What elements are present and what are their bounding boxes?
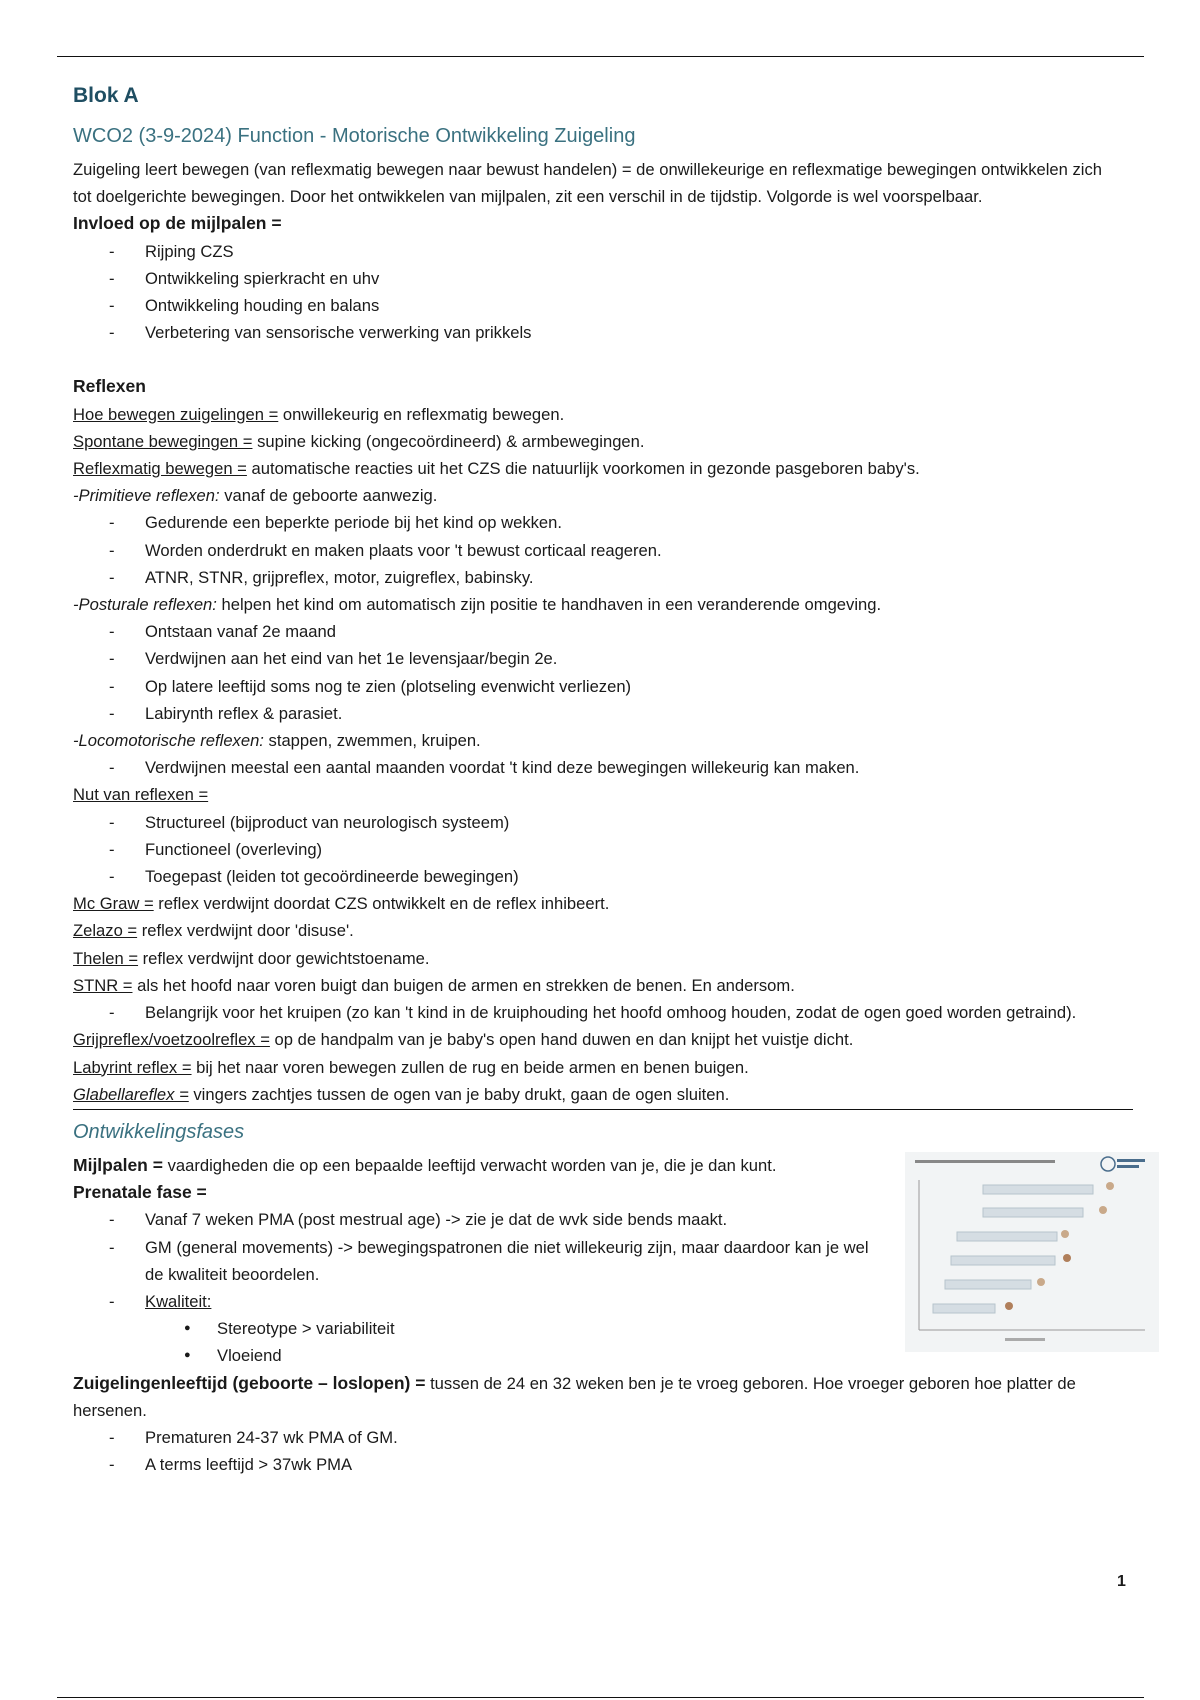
list-item: - ATNR, STNR, grijpreflex, motor, zuigreflex, babinsky. <box>145 564 1123 591</box>
term: -Locomotorische reflexen: <box>73 731 264 751</box>
list-item: ● Stereotype > variabiliteit <box>217 1315 873 1342</box>
term: Mijlpalen = <box>73 1154 163 1175</box>
term: STNR = <box>73 975 133 995</box>
term: -Posturale reflexen: <box>73 595 217 615</box>
term: Hoe bewegen zuigelingen = <box>73 404 279 424</box>
definition: -Locomotorische reflexen: stappen, zwemmen, kruipen. <box>73 731 481 751</box>
term: Labyrint reflex = <box>73 1057 192 1077</box>
list-item: - A terms leeftijd > 37wk PMA <box>145 1451 1123 1478</box>
list-item <box>145 1288 873 1370</box>
definition: Reflexmatig bewegen = automatische reacties uit het CZS die natuurlijk voorkomen in gezonde pasgeboren baby's. <box>73 459 920 479</box>
definition: Zuigelingenleeftijd (geboorte – loslopen) = tussen de 24 en 32 weken ben je te vroeg geboren. Hoe vroeger geboren hoe platter de hersenen. <box>73 1372 1076 1420</box>
intro-paragraph: Zuigeling leert bewegen (van reflexmatig bewegen naar bewust handelen) = de onwillekeurige en reflexmatige bewegingen ontwikkelen zich tot doelgerichte bewegingen. Door het ontwikkelen van mijlpalen, zit een verschil in de tijdstip. Volgorde is wel voorspelbaar. <box>73 160 1102 207</box>
definition: -Posturale reflexen: helpen het kind om automatisch zijn positie te handhaven in een veranderende omgeving. <box>73 595 882 615</box>
term: Thelen = <box>73 948 139 968</box>
term: Zuigelingenleeftijd (geboorte – loslopen) = <box>73 1372 426 1393</box>
list-item: - Structureel (bijproduct van neurologisch systeem) <box>145 809 1123 836</box>
page-number: 1 <box>1117 1573 1126 1590</box>
definition: STNR = als het hoofd naar voren buigt dan buigen de armen en strekken de benen. En andersom. <box>73 975 795 995</box>
definition: Thelen = reflex verdwijnt door gewichtstoename. <box>73 948 430 968</box>
bottom-rule <box>57 1697 1144 1698</box>
kwaliteit-label: Kwaliteit: <box>145 1291 212 1311</box>
list-item: - Vanaf 7 weken PMA (post mestrual age) -> zie je dat de wvk side bends maakt. <box>145 1206 873 1233</box>
definition: -Primitieve reflexen: vanaf de geboorte aanwezig. <box>73 486 438 506</box>
definition: Grijpreflex/voetzoolreflex = op de handpalm van je baby's open hand duwen en dan knijpt het vuistje dicht. <box>73 1030 854 1050</box>
definition: Hoe bewegen zuigelingen = onwillekeurig en reflexmatig bewegen. <box>73 404 565 424</box>
section-heading: Blok A <box>73 84 139 107</box>
top-rule <box>57 56 1144 57</box>
term: Reflexmatig bewegen = <box>73 459 247 479</box>
ontwikkeling-section <box>73 1112 1123 1478</box>
loco-list <box>73 754 1123 781</box>
definition: Mc Graw = reflex verdwijnt doordat CZS ontwikkelt en de reflex inhibeert. <box>73 894 610 914</box>
ontwikkeling-heading: Ontwikkelingsfases <box>73 1120 245 1143</box>
list-item: - Functioneel (overleving) <box>145 836 1123 863</box>
list-item: - Ontwikkeling spierkracht en uhv <box>145 265 1123 292</box>
reflexen-heading: Reflexen <box>73 376 146 397</box>
stnr-list <box>73 999 1123 1026</box>
list-item: ● Vloeiend <box>217 1342 873 1369</box>
term: Mc Graw = <box>73 894 154 914</box>
list-item: - Worden onderdrukt en maken plaats voor 't bewust corticaal reageren. <box>145 537 1123 564</box>
list-item: - Rijping CZS <box>145 238 1123 265</box>
term: Spontane bewegingen = <box>73 431 253 451</box>
list-item: - Verbetering van sensorische verwerking van prikkels <box>145 319 1123 346</box>
primitief-list <box>73 509 1123 591</box>
definition <box>73 781 1123 808</box>
zuig-list <box>73 1424 1123 1478</box>
mijlpalen-list <box>73 238 1123 347</box>
list-item: - Verdwijnen aan het eind van het 1e levensjaar/begin 2e. <box>145 645 1123 672</box>
term: Grijpreflex/voetzoolreflex = <box>73 1030 270 1050</box>
prenataal-heading: Prenatale fase = <box>73 1182 207 1203</box>
document-page <box>73 76 1123 1478</box>
term: Nut van reflexen = <box>73 785 209 805</box>
term: -Primitieve reflexen: <box>73 486 220 506</box>
list-item: - Labirynth reflex & parasiet. <box>145 700 1123 727</box>
list-item: - Ontstaan vanaf 2e maand <box>145 618 1123 645</box>
definition: Zelazo = reflex verdwijnt door 'disuse'. <box>73 921 354 941</box>
definition: Glabellareflex = vingers zachtjes tussen de ogen van je baby drukt, gaan de ogen sluiten. <box>73 1084 730 1104</box>
definition: Spontane bewegingen = supine kicking (ongecoördineerd) & armbewegingen. <box>73 431 645 451</box>
list-item: - Belangrijk voor het kruipen (zo kan 't kind in de kruiphouding het hoofd omhoog houden, zodat de ogen goed worden getraind). <box>145 999 1123 1026</box>
definition: Mijlpalen = vaardigheden die op een bepaalde leeftijd verwacht worden van je, die je dan kunt. <box>73 1154 777 1175</box>
term: Zelazo = <box>73 921 138 941</box>
kwaliteit-list <box>145 1315 873 1369</box>
list-item: - Prematuren 24-37 wk PMA of GM. <box>145 1424 1123 1451</box>
definition: Labyrint reflex = bij het naar voren bewegen zullen de rug en beide armen en benen buigen. <box>73 1057 749 1077</box>
mijlpalen-heading: Invloed op de mijlpalen = <box>73 213 282 234</box>
list-item: - Ontwikkeling houding en balans <box>145 292 1123 319</box>
list-item: - Toegepast (leiden tot gecoördineerde bewegingen) <box>145 863 1123 890</box>
list-item: - GM (general movements) -> bewegingspatronen die niet willekeurig zijn, maar daardoor kan je wel de kwaliteit beoordelen. <box>145 1234 873 1288</box>
list-item: - Gedurende een beperkte periode bij het kind op wekken. <box>145 509 1123 536</box>
list-item: - Verdwijnen meestal een aantal maanden voordat 't kind deze bewegingen willekeurig kan maken. <box>145 754 1123 781</box>
term: Glabellareflex = <box>73 1084 189 1104</box>
section-divider <box>73 1109 1133 1110</box>
milestones-figure <box>905 1152 1159 1352</box>
lecture-title: WCO2 (3-9-2024) Function - Motorische Ontwikkeling Zuigeling <box>73 125 636 147</box>
postural-list <box>73 618 1123 727</box>
prenataal-list <box>73 1206 873 1369</box>
milestones-chart-image <box>905 1152 1159 1352</box>
nut-list <box>73 809 1123 891</box>
list-item: - Op latere leeftijd soms nog te zien (plotseling evenwicht verliezen) <box>145 673 1123 700</box>
